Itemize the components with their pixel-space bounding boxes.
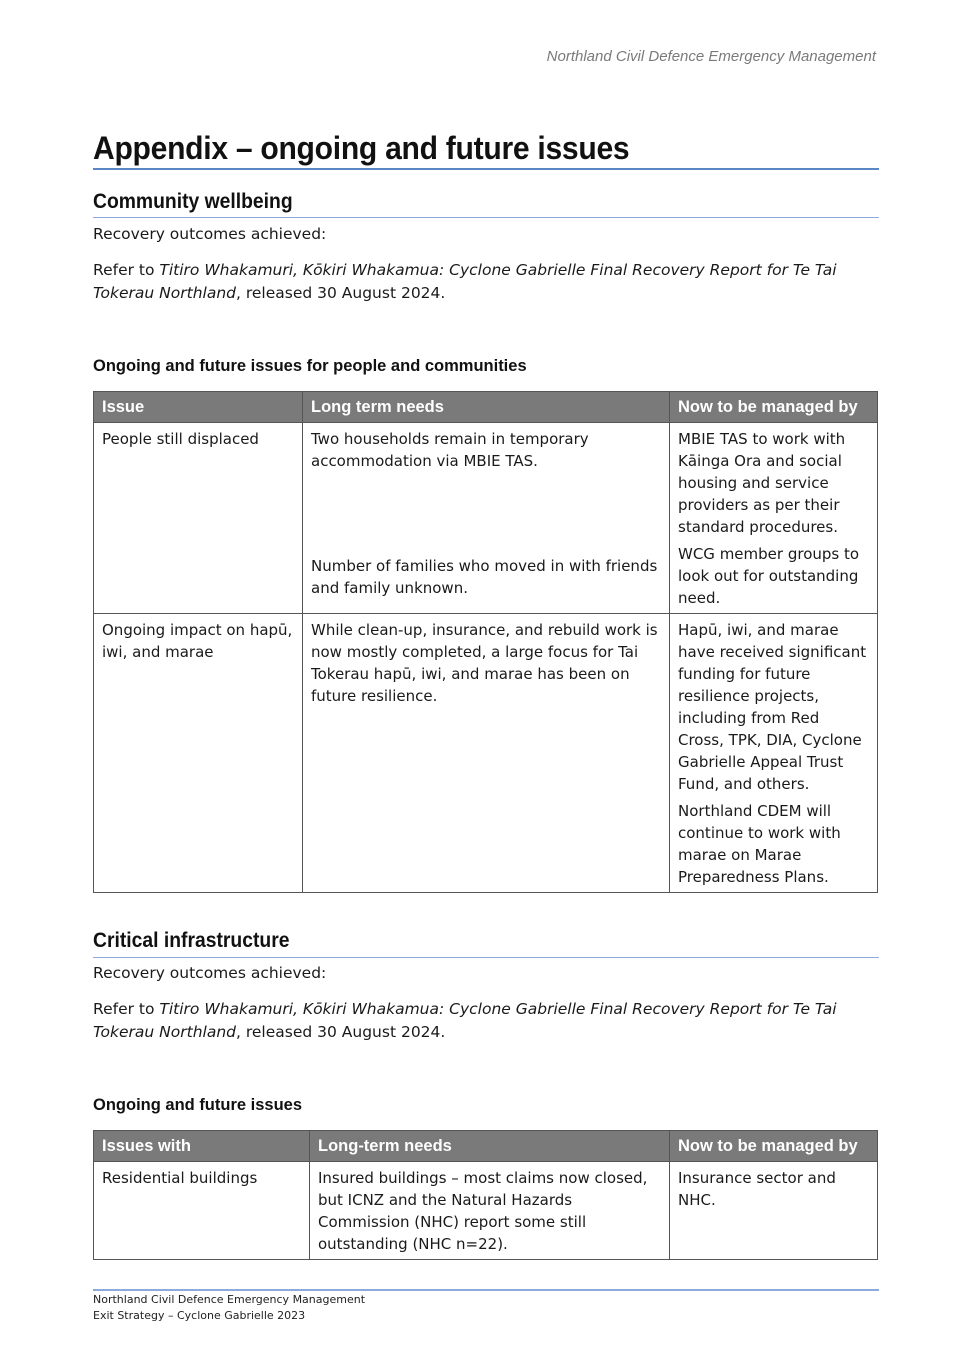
refer-paragraph (93, 998, 883, 1044)
title-underline (93, 168, 879, 170)
page-title: Appendix – ongoing and future issues (93, 130, 630, 166)
column-header: Long-term needs (310, 1131, 670, 1162)
refer-paragraph (93, 259, 883, 305)
managed-cell (670, 423, 878, 614)
table-header-row (94, 392, 878, 423)
table-row (94, 423, 878, 614)
table-row (94, 1162, 878, 1260)
table-heading-infrastructure: Ongoing and future issues (93, 1096, 303, 1114)
refer-prefix: Refer to (93, 261, 160, 279)
table-heading-people: Ongoing and future issues for people and communities (93, 357, 527, 375)
refer-suffix: , released 30 August 2024. (236, 1023, 446, 1041)
managed-cell (670, 614, 878, 893)
column-header: Issues with (94, 1131, 310, 1162)
outcomes-label: Recovery outcomes achieved: (93, 964, 327, 982)
footer-rule (93, 1289, 879, 1291)
refer-suffix: , released 30 August 2024. (236, 284, 446, 302)
report-title: Titiro Whakamuri, Kōkiri Whakamua: Cyclone Gabrielle Final Recovery Report for Te Tai Tokerau Northland (93, 1000, 837, 1041)
managed-text: WCG member groups to look out for outstanding need. (678, 545, 860, 607)
needs-text: Two households remain in temporary accommodation via MBIE TAS. (311, 430, 589, 470)
issues-table-people (93, 391, 878, 893)
needs-cell (303, 423, 670, 614)
issue-cell: People still displaced (94, 423, 303, 614)
report-title: Titiro Whakamuri, Kōkiri Whakamua: Cyclone Gabrielle Final Recovery Report for Te Tai Tokerau Northland (93, 261, 837, 302)
outcomes-label: Recovery outcomes achieved: (93, 225, 327, 243)
managed-text: Northland CDEM will continue to work with marae on Marae Preparedness Plans. (678, 802, 841, 886)
issue-cell: Ongoing impact on hapū, iwi, and marae (94, 614, 303, 893)
managed-cell (670, 1162, 878, 1260)
column-header: Now to be managed by (670, 392, 878, 423)
needs-text: Insured buildings – most claims now closed, but ICNZ and the Natural Hazards Commission (NHC) report some still outstanding (NHC n=22). (318, 1169, 648, 1253)
section-heading-critical-infrastructure: Critical infrastructure (93, 929, 290, 952)
section-heading-community-wellbeing: Community wellbeing (93, 190, 293, 213)
table-header-row (94, 1131, 878, 1162)
running-header: Northland Civil Defence Emergency Management (546, 48, 876, 65)
managed-text: MBIE TAS to work with Kāinga Ora and social housing and service providers as per their standard procedures. (678, 430, 846, 536)
issues-table-infrastructure (93, 1130, 878, 1260)
managed-text: Hapū, iwi, and marae have received significant funding for future resilience projects, including from Red Cross, TPK, DIA, Cyclone Gabrielle Appeal Trust Fund, and others. (678, 621, 867, 793)
column-header: Long term needs (303, 392, 670, 423)
needs-cell (310, 1162, 670, 1260)
table-row (94, 614, 878, 893)
needs-cell (303, 614, 670, 893)
section-underline (93, 957, 879, 958)
issue-cell: Residential buildings (94, 1162, 310, 1260)
column-header: Now to be managed by (670, 1131, 878, 1162)
section-underline (93, 217, 879, 218)
needs-text: Number of families who moved in with friends and family unknown. (311, 557, 658, 597)
refer-prefix: Refer to (93, 1000, 160, 1018)
column-header: Issue (94, 392, 303, 423)
footer-org: Northland Civil Defence Emergency Management (93, 1293, 366, 1306)
needs-text: While clean-up, insurance, and rebuild work is now mostly completed, a large focus for Tai Tokerau hapū, iwi, and marae has been on future resilience. (311, 621, 658, 705)
footer-doc: Exit Strategy – Cyclone Gabrielle 2023 (93, 1309, 306, 1322)
managed-text: Insurance sector and NHC. (678, 1169, 836, 1209)
